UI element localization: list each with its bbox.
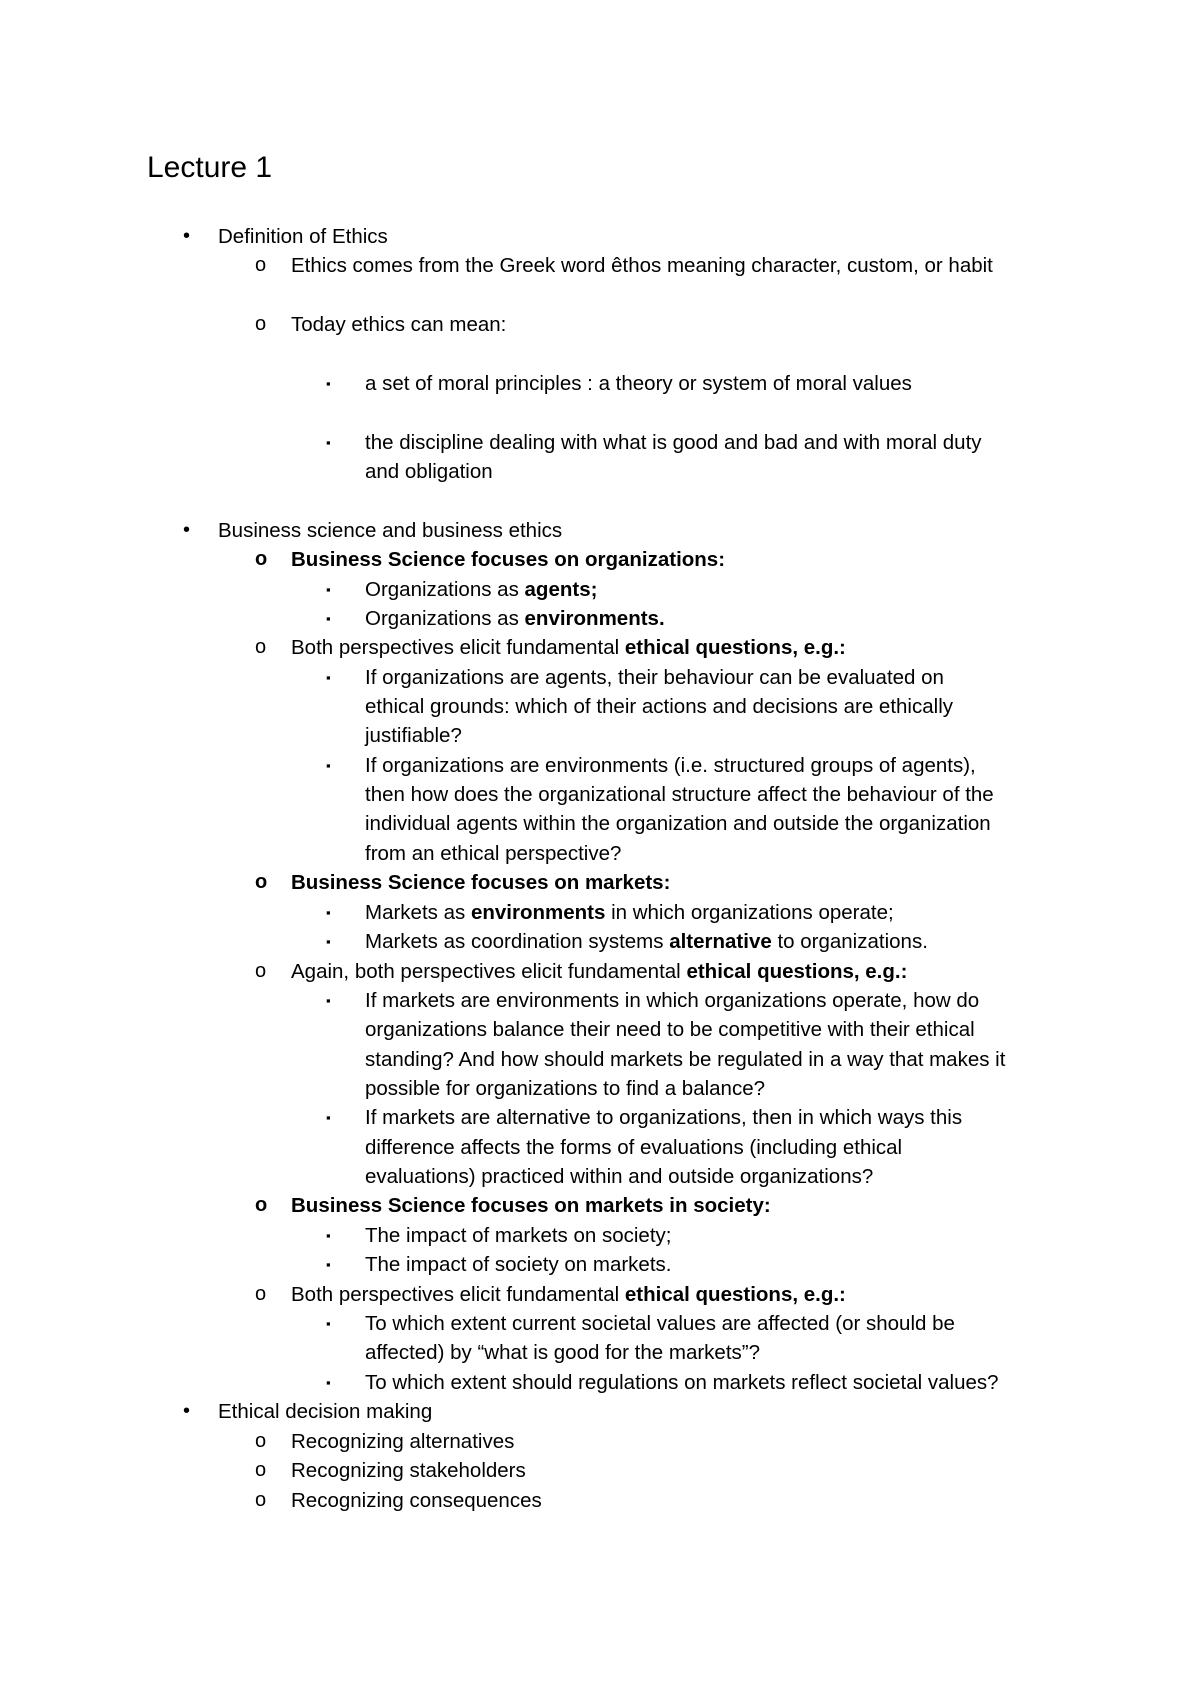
list-item-continuation: organizations balance their need to be competitive with their ethical: [365, 1018, 975, 1041]
list-item: the discipline dealing with what is good and bad and with moral duty: [365, 431, 982, 454]
list-item: Both perspectives elicit fundamental ethical questions, e.g.:: [291, 1283, 846, 1306]
list-item: If organizations are environments (i.e. structured groups of agents),: [365, 754, 976, 777]
list-item: Both perspectives elicit fundamental ethical questions, e.g.:: [291, 636, 846, 659]
list-item-continuation: individual agents within the organization and outside the organization: [365, 812, 991, 835]
list-item: Again, both perspectives elicit fundamental ethical questions, e.g.:: [291, 960, 908, 983]
list-item: Business Science focuses on markets:: [291, 871, 671, 894]
list-item: Recognizing stakeholders: [291, 1459, 526, 1482]
circle-bullet-icon: o: [255, 254, 267, 276]
square-bullet-icon: ▪: [326, 611, 331, 626]
list-item: a set of moral principles : a theory or system of moral values: [365, 372, 912, 395]
square-bullet-icon: ▪: [326, 905, 331, 920]
circle-bullet-icon: o: [255, 960, 267, 982]
square-bullet-icon: ▪: [326, 582, 331, 597]
list-item-continuation: affected) by “what is good for the markets”?: [365, 1341, 761, 1364]
list-item: Today ethics can mean:: [291, 313, 507, 336]
list-item-continuation: ethical grounds: which of their actions and decisions are ethically: [365, 695, 953, 718]
circle-bullet-icon: o: [255, 548, 268, 570]
list-item: If markets are environments in which organizations operate, how do: [365, 989, 980, 1012]
page-title: Lecture 1: [147, 151, 273, 184]
list-item: Markets as coordination systems alternative to organizations.: [365, 930, 928, 953]
list-item: Organizations as environments.: [365, 607, 665, 630]
bullet-icon: •: [183, 1400, 191, 1422]
list-item: Business Science focuses on organizations:: [291, 548, 726, 571]
list-item-continuation: then how does the organizational structure affect the behaviour of the: [365, 783, 994, 806]
list-item-continuation: justifiable?: [365, 724, 462, 747]
list-item: To which extent current societal values are affected (or should be: [365, 1312, 955, 1335]
square-bullet-icon: ▪: [326, 670, 331, 685]
square-bullet-icon: ▪: [326, 1228, 331, 1243]
bullet-icon: •: [183, 519, 191, 541]
square-bullet-icon: ▪: [326, 993, 331, 1008]
circle-bullet-icon: o: [255, 313, 267, 335]
square-bullet-icon: ▪: [326, 1375, 331, 1390]
square-bullet-icon: ▪: [326, 1316, 331, 1331]
list-item-continuation: standing? And how should markets be regulated in a way that makes it: [365, 1048, 1006, 1071]
section-heading: Definition of Ethics: [218, 225, 388, 248]
list-item-continuation: difference affects the forms of evaluations (including ethical: [365, 1136, 903, 1159]
list-item-continuation: evaluations) practiced within and outside organizations?: [365, 1165, 874, 1188]
bullet-icon: •: [183, 225, 191, 247]
section-heading: Business science and business ethics: [218, 519, 563, 542]
section-heading: Ethical decision making: [218, 1400, 433, 1423]
list-item: Ethics comes from the Greek word êthos meaning character, custom, or habit: [291, 254, 993, 277]
list-item: The impact of society on markets.: [365, 1253, 672, 1276]
list-item: Organizations as agents;: [365, 578, 598, 601]
list-item-continuation: from an ethical perspective?: [365, 842, 622, 865]
square-bullet-icon: ▪: [326, 1110, 331, 1125]
list-item: If markets are alternative to organizations, then in which ways this: [365, 1106, 963, 1129]
circle-bullet-icon: o: [255, 1430, 267, 1452]
list-item-continuation: and obligation: [365, 460, 493, 483]
circle-bullet-icon: o: [255, 1283, 267, 1305]
circle-bullet-icon: o: [255, 1194, 268, 1216]
square-bullet-icon: ▪: [326, 934, 331, 949]
circle-bullet-icon: o: [255, 1489, 267, 1511]
list-item-continuation: possible for organizations to find a balance?: [365, 1077, 766, 1100]
circle-bullet-icon: o: [255, 1459, 267, 1481]
square-bullet-icon: ▪: [326, 376, 331, 391]
list-item: The impact of markets on society;: [365, 1224, 672, 1247]
list-item: Recognizing consequences: [291, 1489, 542, 1512]
list-item: Markets as environments in which organizations operate;: [365, 901, 894, 924]
circle-bullet-icon: o: [255, 871, 268, 893]
list-item: Recognizing alternatives: [291, 1430, 515, 1453]
list-item: To which extent should regulations on markets reflect societal values?: [365, 1371, 999, 1394]
square-bullet-icon: ▪: [326, 1257, 331, 1272]
square-bullet-icon: ▪: [326, 435, 331, 450]
list-item: If organizations are agents, their behaviour can be evaluated on: [365, 666, 944, 689]
list-item: Business Science focuses on markets in society:: [291, 1194, 771, 1217]
square-bullet-icon: ▪: [326, 758, 331, 773]
circle-bullet-icon: o: [255, 636, 267, 658]
